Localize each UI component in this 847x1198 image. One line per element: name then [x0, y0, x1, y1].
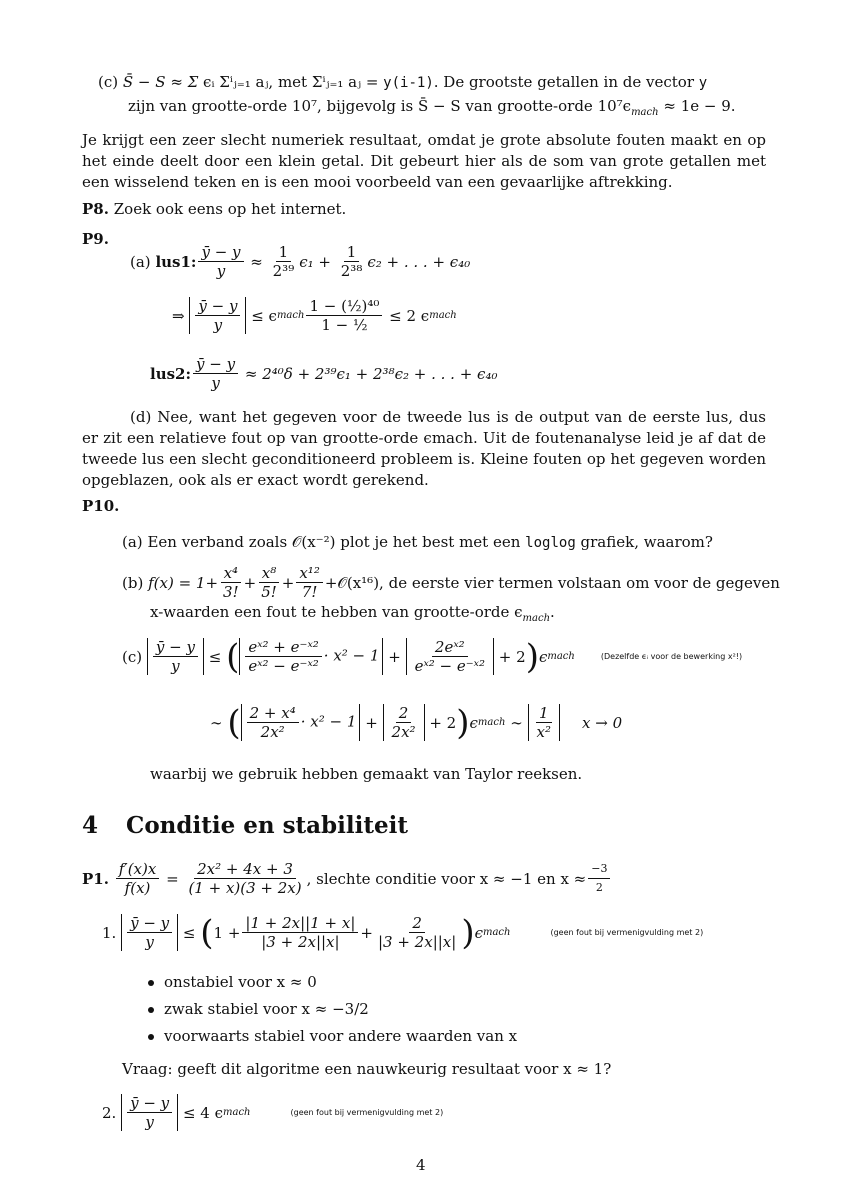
c-end: . De grootste getallen in de vector — [433, 73, 694, 91]
s4-item1: 1. $\frac{ȳ - y}{y}$ ≤ ( 1 + $\frac{|1 + 2x||1 + x|}{|3 + 2x||x|}$ + $\frac{2}{|3 + 2x||x|}$ ) ϵ mach (geen fout bij vermenigvulding met 2) — [102, 912, 704, 953]
item2-note: (geen fout bij vermenigvulding met 2) — [290, 1108, 444, 1117]
c-code: y(i-1) — [383, 75, 434, 91]
c-formula: S̄ − S ≈ Σ — [122, 73, 199, 91]
c-note: (Dezelfde ϵᵢ voor de bewerking x²!) — [600, 652, 743, 661]
p9-d: (d) Nee, want het gegeven voor de tweede lus is de output van de eerste lus, dus er zit een relatieve fout op van grootte-orde ϵmach. Uit de foutenanalyse leid je af dat de tweede lus een slecht geconditioneerd probleem is. Kleine fouten op het gegeven worden opgeblazen, ook als er exact wordt gerekend. — [82, 408, 766, 489]
section-heading: 4 Conditie en stabiliteit — [82, 812, 408, 839]
p10-b-line2: x-waarden een fout te hebben van grootte-orde $\epsilon_{mach}$. — [150, 603, 555, 624]
bullet-item: onstabiel voor x ≈ 0 — [148, 972, 317, 992]
lus1-label: lus1: — [155, 252, 197, 271]
p10-c: (c) $\frac{ȳ - y}{y}$ ≤ ( $\frac{\text{eˣ² + e⁻ˣ²}}{\text{eˣ² − e⁻ˣ²}}$ · x² − 1 + $\frac{\text{2eˣ²}}{\text{eˣ² − e⁻ˣ²}}$ + 2 ) ϵ mach (Dezelfde ϵᵢ voor de bewerking x²!) — [122, 636, 743, 677]
item1-note: (geen fout bij vermenigvulding met 2) — [550, 928, 704, 937]
c-line1 — [98, 72, 707, 93]
p10-label: P10. — [82, 497, 120, 515]
s4-p1: P1. $\frac{f'(x)x}{f(x)}$ = $\frac{\text{2x² + 4x + 3}}{(1 + x)(3 + 2x)}$ , slechte conditie voor x ≈ −1 en x ≈ $\frac{-3}{2}$ — [82, 860, 612, 897]
p9-lus1: (a) lus1: $\frac{ȳ - y}{y}$ ≈ $\frac{1}{\text{2³⁹}}$ ϵ₁ + $\frac{1}{\text{2³⁸}}$ ϵ₂ + . . . + ϵ₄₀ — [130, 243, 471, 280]
s4-item2: 2. $\frac{ȳ - y}{y}$ ≤ 4 ϵ mach (geen fout bij vermenigvulding met 2) — [102, 1094, 444, 1131]
p10-a: (a) Een verband zoals 𝒪(x⁻²) plot je het best met een loglog grafiek, waarom? — [122, 533, 713, 551]
p10-approx: ∼ ( $\frac{\text{2 + x⁴}}{\text{2x²}}$ · x² − 1 + $\frac{2}{\text{2x²}}$ + 2 ) ϵ mach ∼ $\frac{1}{\text{x²}}$ x → 0 — [210, 702, 623, 743]
c-label: (c) — [98, 73, 119, 91]
page-number: 4 — [416, 1156, 426, 1174]
p8 — [82, 199, 346, 219]
p10-c-footer: waarbij we gebruik hebben gemaakt van Taylor reeksen. — [150, 765, 583, 783]
c-var: y — [698, 75, 708, 91]
paragraph-1: Je krijgt een zeer slecht numeriek resultaat, omdat je grote absolute fouten maakt en op het einde deelt door een klein getal. Dit gebeurt hier als de som van grote getallen met een wisselend teken en is een mooi voorbeeld van een gevaarlijke aftrekking. — [82, 131, 766, 191]
loglog-code: loglog — [525, 535, 576, 551]
p10-b: (b) f(x) = 1+ $\frac{\text{x⁴}}{3!}$ + $\frac{\text{x⁸}}{5!}$ + $\frac{\text{x¹²}}{7!}$ +𝒪(x¹⁶), de eerste vier termen volstaan om voor de gegeven — [122, 564, 780, 601]
p9-bound: ⇒ $\frac{ȳ - y}{y}$ ≤ ϵ mach $\frac{\text{1 − (½)⁴⁰}}{\text{1 − ½}}$ ≤ 2 ϵ mach — [172, 297, 457, 334]
bullet-item: voorwaarts stabiel voor andere waarden van x — [148, 1026, 517, 1046]
c-mid: ϵᵢ Σⁱⱼ₌₁ aⱼ, met Σⁱⱼ₌₁ aⱼ = — [203, 73, 379, 91]
lus2-label: lus2: — [150, 364, 192, 383]
c-line2: zijn van grootte-orde 10⁷, bijgevolg is S̄ − S van grootte-orde $10^7\epsilon_{mach} \approx 1e - 9$. — [128, 97, 736, 118]
p9-label: P9. — [82, 230, 109, 248]
p9-lus2: lus2: $\frac{ȳ - y}{y}$ ≈ 2⁴⁰δ + 2³⁹ϵ₁ + 2³⁸ϵ₂ + . . . + ϵ₄₀ — [150, 355, 498, 392]
bullet-item: zwak stabiel voor x ≈ −3/2 — [148, 999, 369, 1019]
question: Vraag: geeft dit algoritme een nauwkeurig resultaat voor x ≈ 1? — [122, 1060, 612, 1078]
p8-text: Zoek ook eens op het internet. — [113, 200, 347, 218]
p8-label: P8. — [82, 200, 109, 218]
